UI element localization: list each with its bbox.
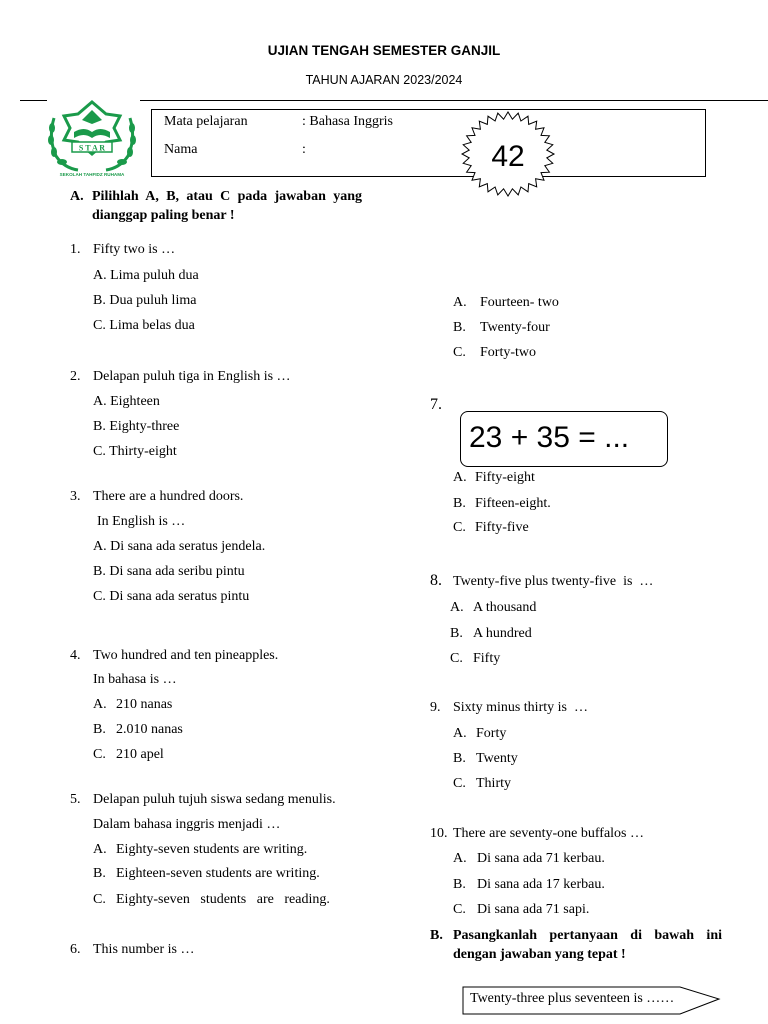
q6-text: This number is …: [93, 942, 195, 957]
score-stamp: [460, 110, 556, 198]
q6-option-c-letter: C.: [453, 345, 466, 360]
q2-option-c[interactable]: C. Thirty-eight: [93, 444, 177, 459]
q5-option-b-letter: B.: [93, 866, 106, 881]
q5-option-a-letter: A.: [93, 842, 107, 857]
q5-number: 5.: [70, 792, 81, 807]
section-b-text: Pasangkanlah pertanyaan di bawah ini dengan jawaban yang tepat !: [453, 928, 722, 962]
q8-option-a-letter: A.: [450, 600, 464, 615]
q2-option-a[interactable]: A. Eighteen: [93, 394, 160, 409]
q10-option-a[interactable]: Di sana ada 71 kerbau.: [477, 851, 605, 866]
name-label: Nama: [164, 142, 198, 157]
q4-option-c[interactable]: 210 apel: [116, 747, 164, 762]
q7-option-b-letter: B.: [453, 496, 466, 511]
q9-option-a-letter: A.: [453, 726, 467, 741]
q8-option-c-letter: C.: [450, 651, 463, 666]
q4-option-c-letter: C.: [93, 747, 106, 762]
q10-option-b-letter: B.: [453, 877, 466, 892]
q7-number: 7.: [430, 396, 442, 413]
q4-option-b-letter: B.: [93, 722, 106, 737]
q10-text: There are seventy-one buffalos …: [453, 826, 644, 841]
header-rule-left: [20, 100, 47, 101]
q1-text: Fifty two is …: [93, 242, 176, 257]
q7-option-a[interactable]: Fifty-eight: [475, 470, 535, 485]
school-logo: [44, 98, 140, 180]
q5-option-b[interactable]: Eighteen-seven students are writing.: [116, 866, 320, 881]
logo-label: S T A R: [78, 143, 106, 153]
q9-number: 9.: [430, 700, 441, 715]
q1-option-c[interactable]: C. Lima belas dua: [93, 318, 195, 333]
q8-option-b[interactable]: A hundred: [473, 626, 532, 641]
exam-title: UJIAN TENGAH SEMESTER GANJIL: [267, 43, 501, 58]
header-rule-right: [140, 100, 768, 101]
q1-option-a[interactable]: A. Lima puluh dua: [93, 268, 199, 283]
q10-option-b[interactable]: Di sana ada 17 kerbau.: [477, 877, 605, 892]
q7-option-c-letter: C.: [453, 520, 466, 535]
q2-number: 2.: [70, 369, 81, 384]
q6-option-a-letter: A.: [453, 295, 467, 310]
q4-text-2: In bahasa is …: [93, 672, 177, 687]
matching-item-1[interactable]: [462, 986, 722, 1016]
q7-option-c[interactable]: Fifty-five: [475, 520, 529, 535]
q3-text: There are a hundred doors.: [93, 489, 244, 504]
q7-equation: 23 + 35 = ...: [469, 421, 630, 454]
q7-option-b[interactable]: Fifteen-eight.: [475, 496, 551, 511]
q3-option-c[interactable]: C. Di sana ada seratus pintu: [93, 589, 250, 604]
logo-caption: SEKOLAH TAHFIDZ RUHAMA: [59, 172, 125, 177]
q4-option-a[interactable]: 210 nanas: [116, 697, 173, 712]
q2-option-b[interactable]: B. Eighty-three: [93, 419, 180, 434]
q8-option-c[interactable]: Fifty: [473, 651, 501, 666]
q8-number: 8.: [430, 572, 442, 589]
q3-option-a[interactable]: A. Di sana ada seratus jendela.: [93, 539, 266, 554]
q8-option-a[interactable]: A thousand: [473, 600, 537, 615]
academic-year: TAHUN AJARAN 2023/2024: [305, 73, 463, 87]
q6-option-b-letter: B.: [453, 320, 466, 335]
q10-number: 10.: [430, 826, 448, 841]
q4-text: Two hundred and ten pineapples.: [93, 648, 279, 663]
section-a-letter: A.: [70, 189, 84, 204]
q9-option-c-letter: C.: [453, 776, 466, 791]
q1-option-b[interactable]: B. Dua puluh lima: [93, 293, 197, 308]
score-value: 42: [491, 140, 525, 173]
q9-text: Sixty minus thirty is …: [453, 700, 588, 715]
section-a-text: Pilihlah A, B, atau C pada jawaban yang dianggap paling benar !: [92, 189, 362, 223]
subject-label: Mata pelajaran: [164, 114, 248, 129]
name-field[interactable]: :: [302, 142, 306, 157]
q6-option-b[interactable]: Twenty-four: [480, 320, 550, 335]
q5-text-2: Dalam bahasa inggris menjadi …: [93, 817, 281, 832]
q5-text: Delapan puluh tujuh siswa sedang menulis.: [93, 792, 336, 807]
q4-option-a-letter: A.: [93, 697, 107, 712]
q10-option-c-letter: C.: [453, 902, 466, 917]
q5-option-c-letter: C.: [93, 892, 106, 907]
q9-option-a[interactable]: Forty: [476, 726, 507, 741]
matching-item-1-text: Twenty-three plus seventeen is ……: [470, 991, 675, 1006]
q2-text: Delapan puluh tiga in English is …: [93, 369, 291, 384]
q3-option-b[interactable]: B. Di sana ada seribu pintu: [93, 564, 245, 579]
q3-number: 3.: [70, 489, 81, 504]
q3-text-2: In English is …: [97, 514, 186, 529]
q5-option-c[interactable]: Eighty-seven students are reading.: [116, 892, 330, 907]
q1-number: 1.: [70, 242, 81, 257]
q4-option-b[interactable]: 2.010 nanas: [116, 722, 183, 737]
q8-option-b-letter: B.: [450, 626, 463, 641]
q9-option-b[interactable]: Twenty: [476, 751, 518, 766]
section-b-letter: B.: [430, 928, 443, 943]
q10-option-c[interactable]: Di sana ada 71 sapi.: [477, 902, 590, 917]
q9-option-c[interactable]: Thirty: [476, 776, 511, 791]
q6-option-a[interactable]: Fourteen- two: [480, 295, 559, 310]
q6-number: 6.: [70, 942, 81, 957]
q6-option-c[interactable]: Forty-two: [480, 345, 536, 360]
q10-option-a-letter: A.: [453, 851, 467, 866]
q9-option-b-letter: B.: [453, 751, 466, 766]
subject-value: : Bahasa Inggris: [302, 114, 393, 129]
q5-option-a[interactable]: Eighty-seven students are writing.: [116, 842, 308, 857]
q7-option-a-letter: A.: [453, 470, 467, 485]
q8-text: Twenty-five plus twenty-five is …: [453, 574, 654, 589]
q4-number: 4.: [70, 648, 81, 663]
q7-equation-box: [460, 411, 668, 467]
